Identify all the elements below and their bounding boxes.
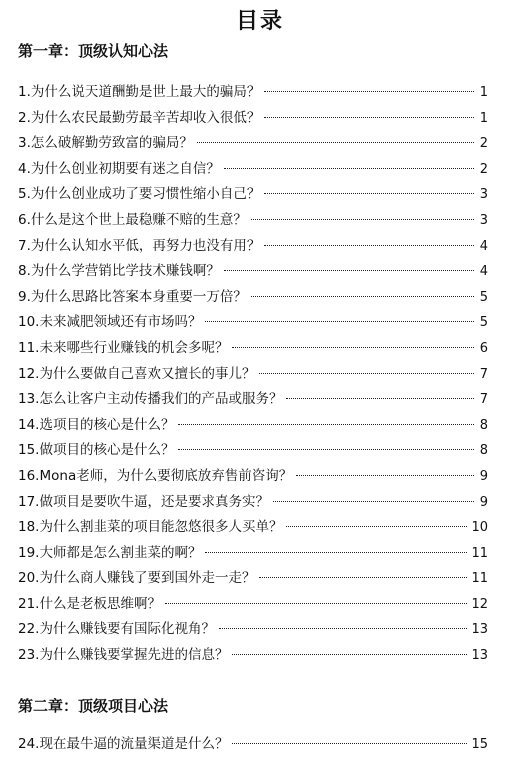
entry-number: 18. [18,519,40,536]
toc-entry[interactable] [18,464,488,490]
chapter-heading: 第一章：顶级认知心法 [18,42,169,60]
entry-page-number: 2 [479,136,488,152]
toc-entry[interactable] [18,131,488,157]
entry-number: 19. [18,544,40,561]
dot-leader [264,91,474,92]
entry-page-number: 3 [479,212,488,228]
dot-leader [264,193,474,194]
toc-entry[interactable] [18,541,488,567]
dot-leader [224,270,474,271]
entry-number: 2. [18,109,31,126]
entry-number: 9. [18,288,31,305]
entry-number: 23. [18,647,40,664]
toc-entry[interactable] [18,515,488,541]
toc-entry[interactable] [18,259,488,285]
toc-entry[interactable] [18,157,488,183]
toc-entry[interactable] [18,310,488,336]
entry-page-number: 13 [471,648,488,664]
entry-page-number: 11 [471,571,488,587]
entry-number: 17. [18,493,40,510]
dot-leader [232,347,474,348]
entry-number: 3. [18,135,31,152]
dot-leader [286,398,474,399]
entry-title: 大师都是怎么割韭菜的啊？ [39,544,202,561]
dot-leader [259,577,467,578]
entry-title: 为什么创业成功了要习惯性缩小自己？ [30,186,261,203]
entry-number: 21. [18,595,40,612]
dot-leader [251,219,474,220]
toc-entry[interactable] [18,208,488,234]
entry-number: 1. [18,84,31,100]
entry-page-number: 6 [479,340,488,356]
entry-page-number: 12 [471,596,488,612]
entry-title: 为什么商人赚钱了要到国外走一走？ [39,570,256,587]
entry-number: 7. [18,237,31,254]
entry-title: 为什么要做自己喜欢又擅长的事儿？ [39,365,256,382]
entry-title: Mona老师，为什么要彻底放弃售前咨询？ [39,467,293,484]
dot-leader [264,117,474,118]
entry-number: 4. [18,160,31,177]
dot-leader [296,475,474,476]
entry-title: 为什么思路比答案本身重要一万倍？ [30,288,247,305]
entry-number: 6. [18,211,31,228]
toc-entry[interactable] [18,592,488,618]
toc-entry[interactable] [18,182,488,208]
entry-page-number: 3 [479,187,488,203]
dot-leader [232,743,467,744]
toc-list [18,732,488,758]
entry-number: 14. [18,416,40,433]
toc-entry[interactable] [18,106,488,132]
entry-page-number: 2 [479,161,488,177]
entry-page-number: 4 [479,264,488,280]
entry-number: 8. [18,263,31,280]
entry-number: 11. [18,339,40,356]
entry-page-number: 10 [471,520,488,536]
dot-leader [197,142,474,143]
toc-entry[interactable] [18,362,488,388]
entry-title: 为什么割韭菜的项目能忽悠很多人买单？ [39,519,283,536]
toc-entry[interactable] [18,285,488,311]
toc-entry[interactable] [18,80,488,106]
entry-page-number: 4 [479,238,488,254]
entry-number: 5. [18,186,31,203]
dot-leader [259,373,474,374]
entry-page-number: 7 [479,392,488,408]
entry-page-number: 7 [479,366,488,382]
entry-page-number: 5 [479,289,488,305]
dot-leader [264,245,474,246]
entry-number: 20. [18,570,40,587]
dot-leader [273,501,474,502]
dot-leader [165,603,467,604]
entry-title: 为什么认知水平低，再努力也没有用？ [30,237,261,254]
toc-entry[interactable] [18,643,488,669]
toc-entry[interactable] [18,336,488,362]
dot-leader [178,424,474,425]
entry-number: 13. [18,391,40,408]
entry-title: 为什么赚钱要掌握先进的信息？ [39,647,229,664]
chapter-heading: 第二章：顶级项目心法 [18,697,169,715]
entry-number: 16. [18,467,40,484]
entry-title: 选项目的核心是什么？ [39,416,175,433]
toc-entry[interactable] [18,566,488,592]
entry-title: 为什么赚钱要有国际化视角？ [39,621,215,638]
entry-title: 为什么农民最勤劳最辛苦却收入很低？ [30,109,261,126]
dot-leader [219,628,467,629]
entry-page-number: 15 [471,737,488,752]
entry-title: 什么是老板思维啊？ [39,595,161,612]
entry-title: 怎么让客户主动传播我们的产品或服务？ [39,391,283,408]
entry-page-number: 8 [479,443,488,459]
entry-title: 现在最牛逼的流量渠道是什么？ [39,736,229,752]
dot-leader [205,552,467,553]
dot-leader [286,526,467,527]
entry-page-number: 1 [479,110,488,126]
entry-title: 未来哪些行业赚钱的机会多呢？ [39,339,229,356]
entry-page-number: 9 [479,494,488,510]
entry-title: 为什么说天道酬勤是世上最大的骗局？ [30,84,261,100]
entry-number: 10. [18,314,40,331]
entry-number: 12. [18,365,40,382]
entry-title: 为什么创业初期要有迷之自信？ [30,160,220,177]
toc-entry[interactable] [18,732,488,758]
entry-page-number: 1 [479,85,488,100]
entry-title: 做项目的核心是什么？ [39,442,175,459]
toc-entry[interactable] [18,438,488,464]
entry-number: 22. [18,621,40,638]
entry-title: 做项目是要吹牛逼，还是要求真务实？ [39,493,269,510]
dot-leader [178,449,474,450]
entry-page-number: 11 [471,545,488,561]
entry-title: 为什么学营销比学技术赚钱啊？ [30,263,220,280]
dot-leader [232,654,467,655]
entry-page-number: 13 [471,622,488,638]
entry-page-number: 8 [479,417,488,433]
toc-entry[interactable] [18,234,488,260]
entry-number: 24. [18,736,40,752]
toc-entry[interactable] [18,617,488,643]
dot-leader [205,321,474,322]
toc-list [18,80,488,669]
toc-entry[interactable] [18,413,488,439]
page-title: 目录 [235,9,284,34]
toc-entry[interactable] [18,490,488,516]
dot-leader [251,296,474,297]
entry-page-number: 9 [479,468,488,484]
entry-number: 15. [18,442,40,459]
dot-leader [224,168,474,169]
entry-title: 怎么破解勤劳致富的骗局？ [30,135,193,152]
entry-page-number: 5 [479,315,488,331]
entry-title: 未来减肥领域还有市场吗？ [39,314,202,331]
toc-entry[interactable] [18,387,488,413]
entry-title: 什么是这个世上最稳赚不赔的生意？ [30,211,247,228]
